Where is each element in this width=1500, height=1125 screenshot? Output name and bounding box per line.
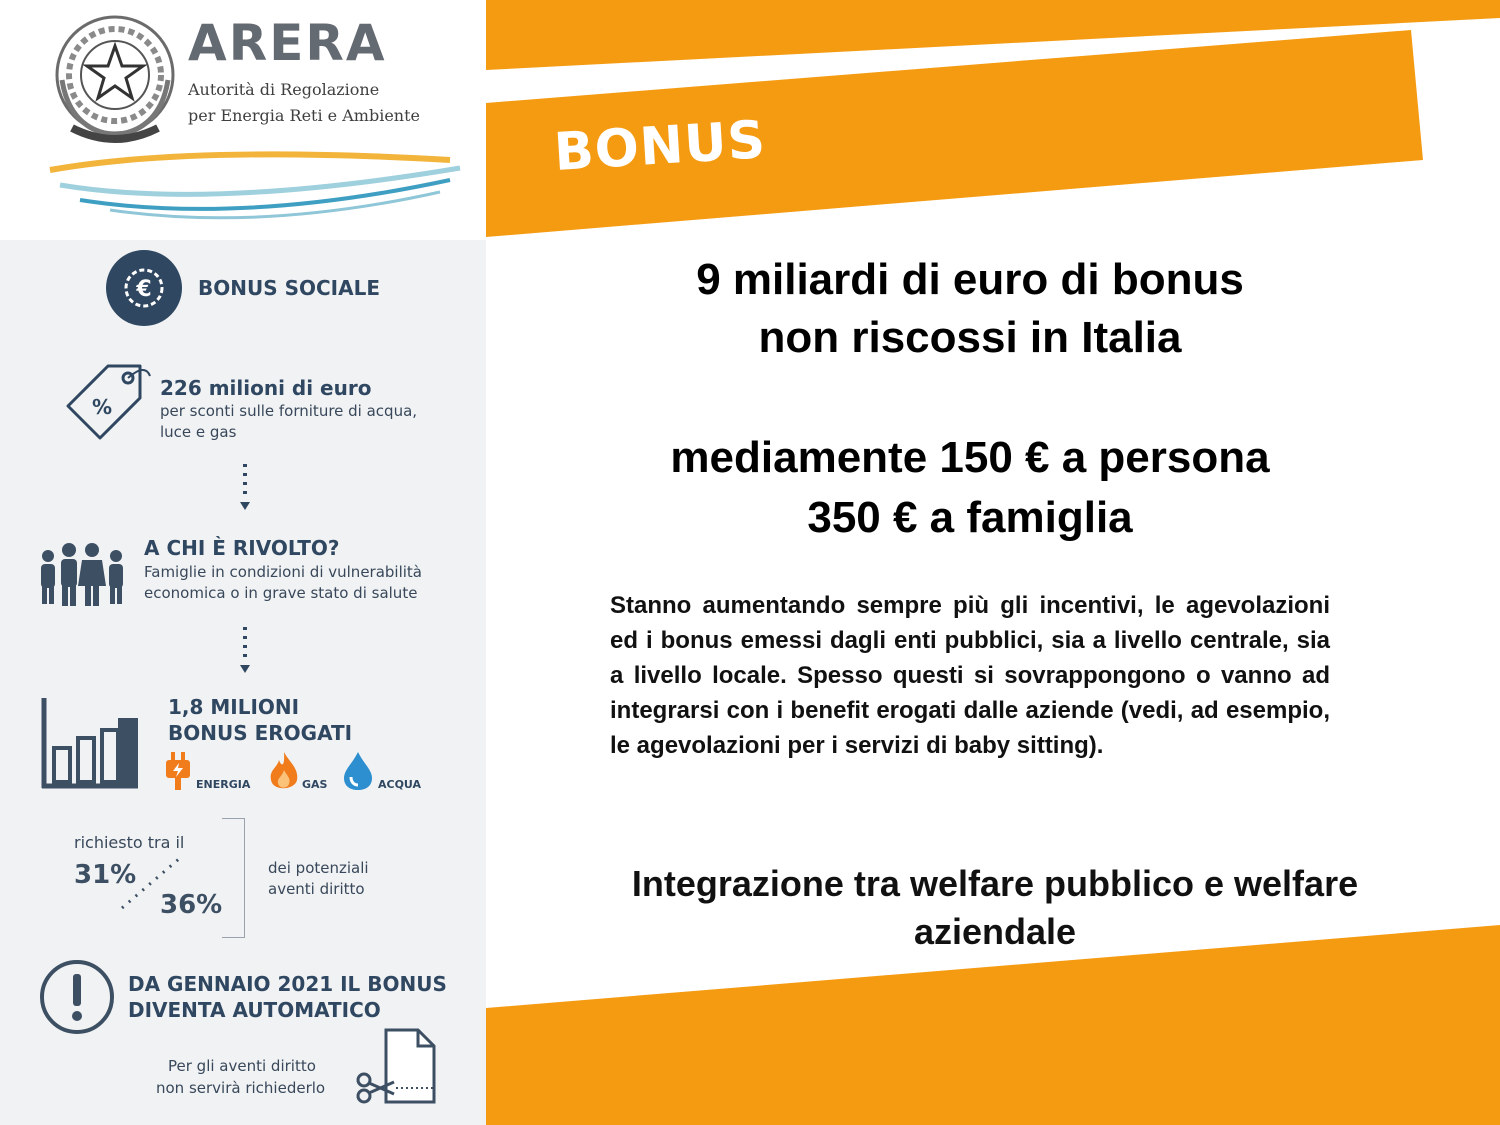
exclamation-icon <box>38 958 116 1036</box>
bracket-line <box>222 818 245 938</box>
slide-title: BONUS <box>552 110 768 183</box>
target-title: A CHI È RIVOLTO? <box>144 536 340 560</box>
auto-title-1: DA GENNAIO 2021 IL BONUS <box>128 972 447 996</box>
amount-title: 226 milioni di euro <box>160 376 372 400</box>
potential-1: dei potenziali <box>268 859 369 877</box>
headline-line-4: 350 € a famiglia <box>807 493 1133 542</box>
discount-tag-icon <box>60 358 155 443</box>
logo-subtitle-2: per Energia Reti e Ambiente <box>188 106 420 125</box>
arera-wordmark: ARERA <box>188 14 387 72</box>
svg-text:€: € <box>136 277 152 302</box>
body-paragraph: Stanno aumentando sempre più gli incentivi, le agevolazioni ed i bonus emessi dagli enti pubblici, sia a livello centrale, sia a livello locale. Spesso questi si sovrappongono o vanno ad integrarsi con i benefit erogati dalle aziende (vedi, ad esempio, le agevolazioni per i servizi di baby sitting). <box>610 592 1330 759</box>
auto-desc-1: Per gli aventi diritto <box>168 1057 316 1075</box>
infographic-panel <box>0 240 486 1125</box>
euro-coin-icon <box>104 248 184 328</box>
headline-line-3: mediamente 150 € a persona <box>670 433 1270 482</box>
scissors-document-icon <box>356 1028 440 1108</box>
target-desc-1: Famiglie in condizioni di vulnerabilità <box>144 563 422 581</box>
type-acqua: ACQUA <box>378 778 422 791</box>
logo-subtitle-1: Autorità di Regolazione <box>188 80 380 99</box>
count-title-1: 1,8 MILIONI <box>168 695 300 719</box>
amount-desc-1: per sconti sulle forniture di acqua, <box>160 402 418 420</box>
logo-waves <box>40 150 470 230</box>
family-icon <box>36 540 131 610</box>
dotted-arrow-icon <box>235 462 255 512</box>
requested-label: richiesto tra il <box>74 833 185 852</box>
type-energia: ENERGIA <box>196 778 251 791</box>
dotted-arrow-icon <box>235 625 255 675</box>
target-desc-2: economica o in grave stato di salute <box>144 584 418 602</box>
logo-area <box>0 0 486 240</box>
auto-desc-2: non servirà richiederlo <box>156 1079 326 1097</box>
svg-text:%: % <box>91 395 113 419</box>
closing-statement: Integrazione tra welfare pubblico e welfare aziendale <box>631 863 1359 952</box>
bottom-orange-band <box>486 925 1500 1125</box>
emblem-icon <box>50 10 180 150</box>
water-drop-icon <box>342 750 374 792</box>
potential-2: aventi diritto <box>268 880 365 898</box>
headline-line-1: 9 miliardi di euro di bonus <box>696 255 1244 304</box>
auto-title-2: DIVENTA AUTOMATICO <box>128 998 381 1022</box>
amount-desc-2: luce e gas <box>160 423 237 441</box>
section-title: BONUS SOCIALE <box>198 276 381 300</box>
energy-plug-icon <box>163 752 193 792</box>
type-gas: GAS <box>302 778 328 791</box>
gas-flame-icon <box>267 750 301 792</box>
pct-low: 31% <box>74 860 137 890</box>
headline-line-2: non riscossi in Italia <box>758 313 1182 362</box>
bar-chart-icon <box>40 698 140 790</box>
count-title-2: BONUS EROGATI <box>168 721 353 745</box>
pct-high: 36% <box>160 890 223 920</box>
